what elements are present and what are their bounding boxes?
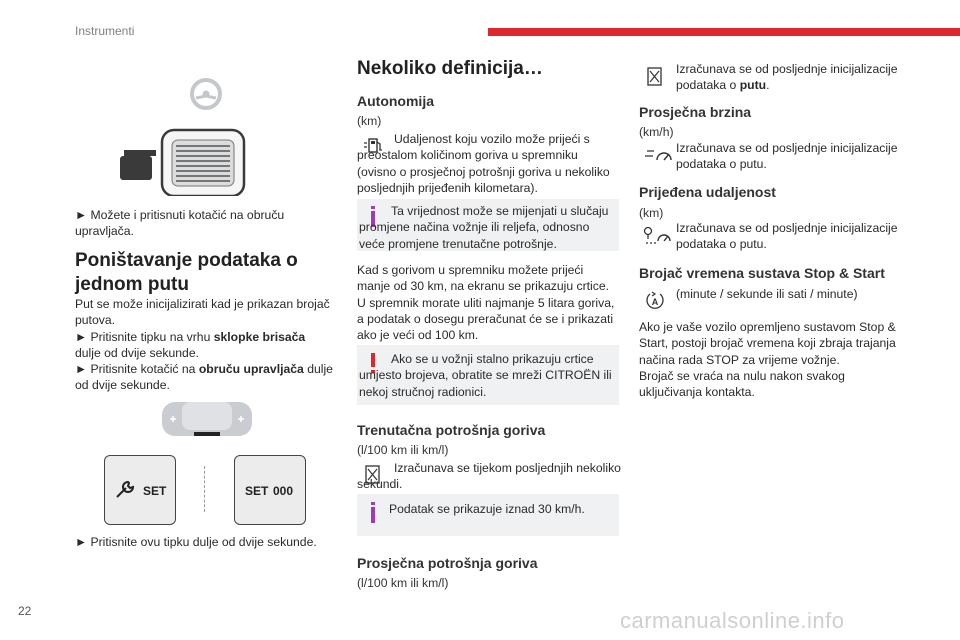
watermark: carmanualsonline.info	[620, 608, 845, 633]
info-icon	[371, 502, 375, 505]
reset-intro: Put se može inicijalizirati kad je prikazan brojač putova.	[75, 297, 330, 328]
average-speed-definition: Izračunava se od posljednje inicijalizacije podataka o putu.	[676, 141, 898, 172]
svg-text:A: A	[651, 297, 659, 307]
set-label: SET	[143, 484, 167, 498]
range-warning-text: Ako se u vožnji stalno prikazuju crtice umjesto brojeva, obratite se mreži CITROËN ili nekoj stručnoj radionici.	[359, 352, 612, 399]
range-unit: (km)	[357, 114, 382, 128]
fuel-gauge-icon	[645, 66, 665, 88]
current-consumption-info-text: Podatak se prikazuje iznad 30 km/h.	[389, 502, 585, 516]
zeros-label: 000	[273, 484, 294, 498]
current-consumption-heading: Trenutačna potrošnja goriva	[357, 422, 546, 438]
distance-unit: (km)	[639, 206, 664, 220]
stop-start-icon	[645, 290, 665, 312]
stop-start-unit: (minute / sekunde ili sati / minute)	[676, 287, 858, 301]
set-000-button-illustration	[234, 455, 306, 525]
distance-definition: Izračunava se od posljednje inicijalizacije podataka o putu.	[676, 221, 898, 252]
reset-step-wheel: ► Pritisnite kotačić na obruču upravljača dulje od dvije sekunde.	[75, 362, 333, 393]
range-dashes-text: Kad s gorivom u spremniku možete prijeći manje od 30 km, na ekranu se prikazuju crtice. U spremnik morate uliti najmanje 5 litara goriva, a podatak o dosegu preračunat će se i prikazati ako je veći od 100 km.	[357, 263, 615, 343]
current-consumption-definition: Izračunava se tijekom posljednjih nekoliko sekundi.	[357, 461, 621, 492]
stop-start-heading: Brojač vremena sustava Stop & Start	[639, 265, 885, 281]
average-consumption-heading: Prosječna potrošnja goriva	[357, 555, 538, 571]
distance-heading: Prijeđena udaljenost	[639, 184, 776, 200]
set-button-illustration	[104, 455, 176, 525]
dashed-divider	[204, 466, 207, 512]
set-label: SET	[245, 484, 269, 498]
wheel-button-icon	[120, 156, 152, 180]
speedometer-icon	[645, 145, 673, 165]
steering-wheel-illustration	[118, 74, 258, 196]
average-speed-unit: (km/h)	[639, 125, 674, 139]
current-consumption-info-box	[357, 494, 619, 536]
average-speed-heading: Prosječna brzina	[639, 104, 752, 120]
press-button-instruction: ► Pritisnite ovu tipku dulje od dvije sekunde.	[75, 535, 317, 549]
wiper-stalk-illustration	[160, 400, 256, 440]
wheel-press-instruction: ► Možete i pritisnuti kotačić na obruču upravljača.	[75, 208, 285, 239]
range-definition: Udaljenost koju vozilo može prijeći s preostalom količinom goriva u spremniku (ovisno o prosječnoj potrošnji goriva u nekoliko posljednjih prijeđenih kilometara).	[357, 132, 610, 195]
wrench-icon	[114, 480, 136, 500]
distance-icon	[642, 224, 674, 246]
reset-step-wiper: ► Pritisnite tipku na vrhu sklopke brisača dulje od dvije sekunde.	[75, 329, 306, 360]
stop-start-description: Ako je vaše vozilo opremljeno sustavom Stop & Start, postoji brojač vremena koji zbraja trajanja načina rada STOP za vrijeme vožnje. Brojač se vraća na nulu nakon svakog uključivanja kontakta.	[639, 320, 896, 400]
range-info-box	[357, 199, 619, 251]
reset-trip-heading: Poništavanje podataka o jednom putu	[75, 250, 298, 295]
page-number: 22	[18, 604, 32, 618]
current-consumption-unit: (l/100 km ili km/l)	[357, 443, 449, 457]
header-accent-bar	[488, 28, 960, 36]
range-info-text: Ta vrijednost može se mijenjati u slučaju promjene načina vožnje ili reljefa, odnosno veće promjene trenutačne potrošnje.	[359, 204, 609, 251]
page-header-title: Instrumenti	[75, 24, 135, 38]
range-warning-box	[357, 345, 619, 405]
definitions-title: Nekoliko definicija…	[357, 58, 543, 79]
average-consumption-unit: (l/100 km ili km/l)	[357, 576, 449, 590]
average-consumption-definition: Izračunava se od posljednje inicijalizacije podataka o putu.	[676, 62, 898, 93]
reset-trip-instructions	[75, 296, 333, 394]
range-heading: Autonomija	[357, 93, 434, 109]
